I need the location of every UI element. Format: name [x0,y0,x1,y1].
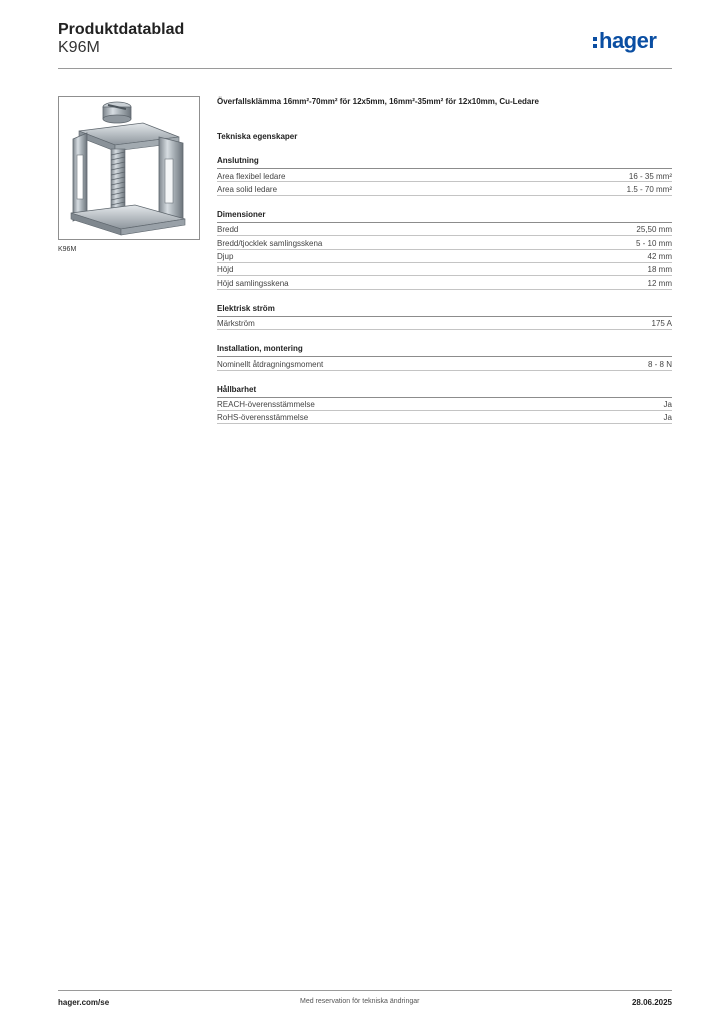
spec-label: REACH-överensstämmelse [217,400,315,410]
spec-value: 18 mm [647,265,672,275]
spec-value: 16 - 35 mm² [628,171,672,181]
section-electric-current [217,303,672,330]
datasheet-content [217,96,672,424]
logo-dots-icon [593,36,597,50]
spec-row [217,223,672,236]
spec-row [217,411,672,424]
spec-value: 42 mm [647,252,672,262]
spec-row [217,182,672,195]
section-title: Installation, montering [217,343,672,357]
logo-wordmark: hager [599,28,657,53]
header-divider [58,68,672,69]
spec-row [217,250,672,263]
footer-website: hager.com/se [58,998,110,1007]
section-sustainability [217,384,672,425]
spec-label: Märkström [217,319,255,329]
spec-value: 12 mm [647,278,672,288]
page-title: Produktdatablad [58,21,185,38]
spec-row [217,169,672,182]
spec-row [217,357,672,370]
spec-row [217,398,672,411]
section-connection [217,155,672,196]
image-caption: K96M [58,246,77,253]
product-image [58,96,200,240]
spec-label: Höjd [217,265,234,275]
hager-logo [593,28,656,54]
section-dimensions [217,209,672,290]
spec-label: Nominellt åtdragningsmoment [217,359,324,369]
spec-label: Area solid ledare [217,184,278,194]
spec-row [217,317,672,330]
spec-label: Höjd samlingsskena [217,278,289,288]
spec-label: Djup [217,252,234,262]
section-title: Anslutning [217,155,672,169]
spec-value: 5 - 10 mm [635,238,672,248]
spec-value: Ja [663,413,672,423]
spec-value: 1.5 - 70 mm² [626,184,672,194]
clamp-icon [59,97,199,239]
section-title: Hållbarhet [217,384,672,398]
spec-value: 175 A [651,319,672,329]
footer-date: 28.06.2025 [631,998,672,1007]
spec-value: 8 - 8 N [647,359,672,369]
spec-label: Bredd/tjocklek samlingsskena [217,238,323,248]
spec-row [217,276,672,289]
spec-row [217,236,672,249]
spec-value: 25,50 mm [636,225,672,235]
tech-properties-heading: Tekniska egenskaper [217,132,298,141]
footer-divider [58,990,672,991]
product-code: K96M [58,39,100,56]
spec-label: Area flexibel ledare [217,171,286,181]
footer-note: Med reservation för tekniska ändringar [300,998,420,1005]
spec-label: RoHS-överensstämmelse [217,413,309,423]
product-description: Överfallsklämma 16mm²-70mm² för 12x5mm, 16mm²-35mm² för 12x10mm, Cu-Ledare [217,97,539,106]
spec-value: Ja [663,400,672,410]
spec-row [217,263,672,276]
section-title: Elektrisk ström [217,303,672,317]
section-title: Dimensioner [217,209,672,223]
spec-label: Bredd [217,225,239,235]
section-installation [217,343,672,370]
